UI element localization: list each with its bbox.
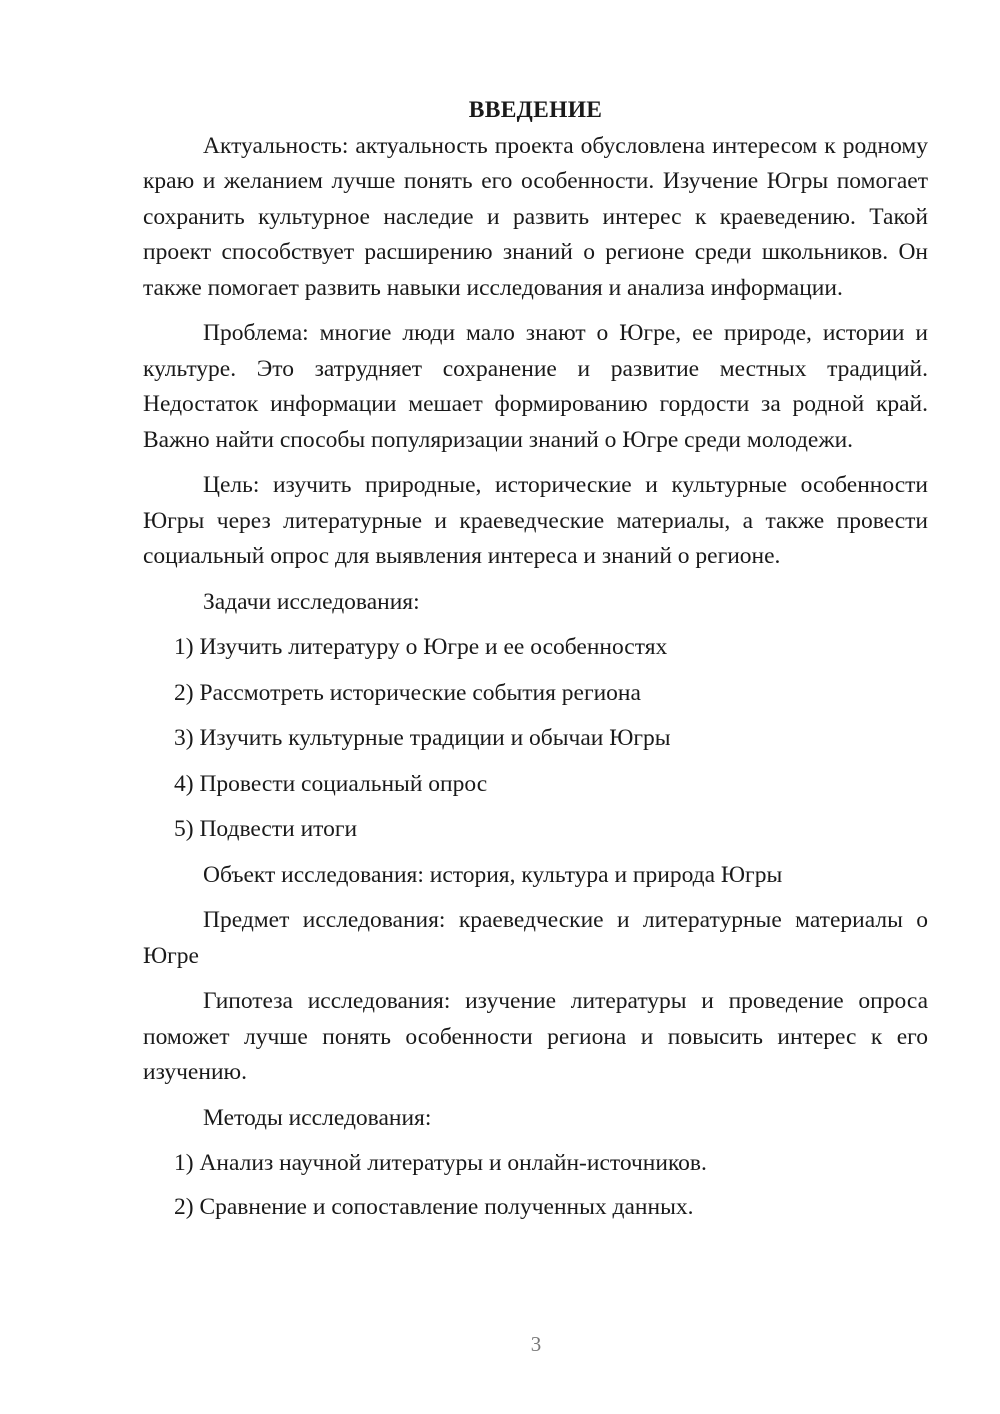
page-number: 3 [530,1332,542,1356]
task-item-2: 2) Рассмотреть исторические события региона [174,679,641,706]
task-item-4: 4) Провести социальный опрос [174,770,488,797]
section-heading: ВВЕДЕНИЕ [468,97,603,123]
goal-paragraph: Цель: изучить природные, исторические и культурные особенности Югры через литературные и краеведческие материалы, а также провести социальный опрос для выявления интереса и знаний о регионе. [143,472,928,569]
subject-paragraph: Предмет исследования: краеведческие и литературные материалы о Югре [143,907,928,969]
tasks-list [143,630,928,848]
tasks-title: Задачи исследования: [203,588,420,615]
hypothesis-paragraph: Гипотеза исследования: изучение литературы и проведение опроса поможет лучше понять особенности региона и повысить интерес к его изучению. [143,988,928,1085]
methods-title: Методы исследования: [203,1104,432,1131]
method-item-1: 1) Анализ научной литературы и онлайн-источников. [174,1150,707,1176]
page-content [143,93,928,1233]
method-item-2: 2) Сравнение и сопоставление полученных данных. [174,1193,694,1220]
methods-list [143,1146,928,1225]
relevance-paragraph: Актуальность: актуальность проекта обусловлена интересом к родному краю и желанием лучше понять его особенности. Изучение Югры помогает сохранить культурное наследие и развить интерес к краеведению. Такой проект способствует расширению знаний о регионе среди школьников. Он также помогает развить навыки исследования и анализа информации. [143,132,928,301]
object-paragraph: Объект исследования: история, культура и природа Югры [203,861,783,888]
problem-paragraph: Проблема: многие люди мало знают о Югре, ее природе, истории и культуре. Это затрудняет сохранение и развитие местных традиций. Недостаток информации мешает формированию гордости за родной край. Важно найти способы популяризации знаний о Югре среди молодежи. [143,320,928,453]
task-item-5: 5) Подвести итоги [174,816,358,842]
task-item-3: 3) Изучить культурные традиции и обычаи Югры [174,725,671,751]
task-item-1: 1) Изучить литературу о Югре и ее особенностях [174,634,668,660]
